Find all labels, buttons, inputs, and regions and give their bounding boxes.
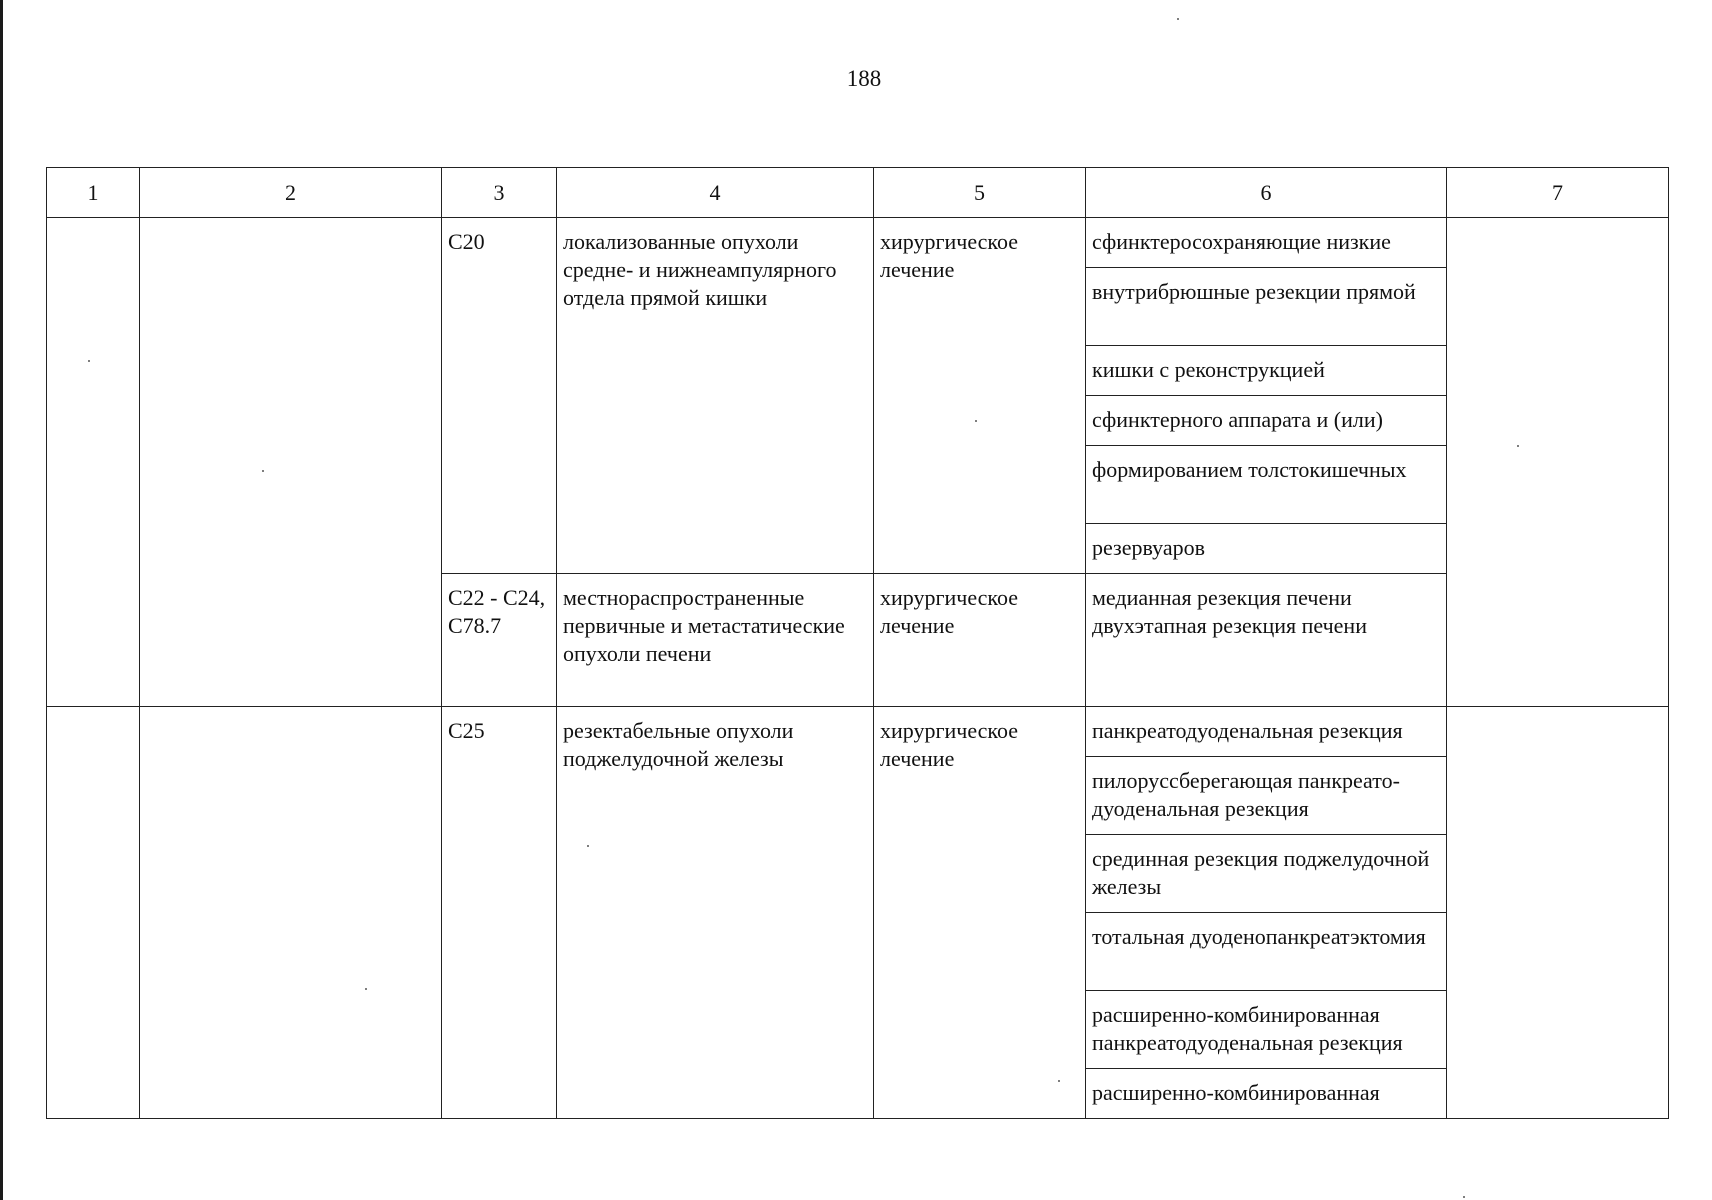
treatment-c22-cell: хирургическое лечение [874, 574, 1086, 707]
method-c20-6: резервуаров [1086, 524, 1447, 574]
group-a-number-cell [47, 218, 140, 707]
scan-speck [1517, 445, 1519, 447]
method-c20-4: сфинктерного аппарата и (или) [1086, 396, 1447, 446]
treatment-c25-cell: хирургическое лечение [874, 707, 1086, 1119]
column-number-2: 2 [140, 168, 442, 218]
procedures-table [46, 167, 1669, 1119]
column-number-6: 6 [1086, 168, 1447, 218]
scan-edge [0, 0, 3, 1200]
method-c22-line-2: двухэтапная резекция печени [1092, 613, 1367, 638]
code-c22-cell: C22 - C24, C78.7 [442, 574, 557, 707]
group-b-col7-cell [1447, 707, 1669, 1119]
group-b-number-cell [47, 707, 140, 1119]
method-c25-3: срединная резекция поджелудочной железы [1086, 835, 1447, 913]
method-c20-2: внутрибрюшные резекции прямой [1086, 268, 1447, 346]
method-c22-line-1: медианная резекция печени [1092, 585, 1352, 610]
method-c22-cell [1086, 574, 1447, 707]
scan-speck [1463, 1196, 1465, 1198]
column-number-7: 7 [1447, 168, 1669, 218]
method-c20-5: формированием толстокишечных [1086, 446, 1447, 524]
method-c25-2: пилоруссберегающая панкреато-дуоденальная резекция [1086, 757, 1447, 835]
method-c25-1: панкреатодуоденальная резекция [1086, 707, 1447, 757]
scan-speck [587, 845, 589, 847]
code-c20-cell: C20 [442, 218, 557, 574]
method-c25-4: тотальная дуоденопанкреатэктомия [1086, 913, 1447, 991]
column-number-3: 3 [442, 168, 557, 218]
method-c20-3: кишки с реконструкцией [1086, 346, 1447, 396]
method-c25-6: расширенно-комбинированная [1086, 1069, 1447, 1119]
disease-c20-cell: локализованные опухоли средне- и нижнеампулярного отдела прямой кишки [557, 218, 874, 574]
disease-c22-cell: местнораспространенные первичные и метастатические опухоли печени [557, 574, 874, 707]
page-number: 188 [846, 66, 882, 91]
column-number-4: 4 [557, 168, 874, 218]
scan-speck [365, 988, 367, 990]
column-number-1: 1 [47, 168, 140, 218]
table-row [47, 707, 1669, 757]
scan-speck [88, 360, 90, 362]
group-a-col7-cell [1447, 218, 1669, 707]
treatment-c20-cell: хирургическое лечение [874, 218, 1086, 574]
method-c20-1: сфинктеросохраняющие низкие [1086, 218, 1447, 268]
scan-speck [975, 420, 977, 422]
scan-speck [262, 470, 264, 472]
scan-speck [1177, 18, 1179, 20]
group-b-name-cell [140, 707, 442, 1119]
disease-c25-cell: резектабельные опухоли поджелудочной железы [557, 707, 874, 1119]
code-c25-cell: C25 [442, 707, 557, 1119]
group-a-name-cell [140, 218, 442, 707]
column-number-5: 5 [874, 168, 1086, 218]
scan-speck [1058, 1080, 1060, 1082]
method-c25-5: расширенно-комбинированная панкреатодуоденальная резекция [1086, 991, 1447, 1069]
table-row [47, 218, 1669, 268]
column-number-header-row [47, 168, 1669, 218]
